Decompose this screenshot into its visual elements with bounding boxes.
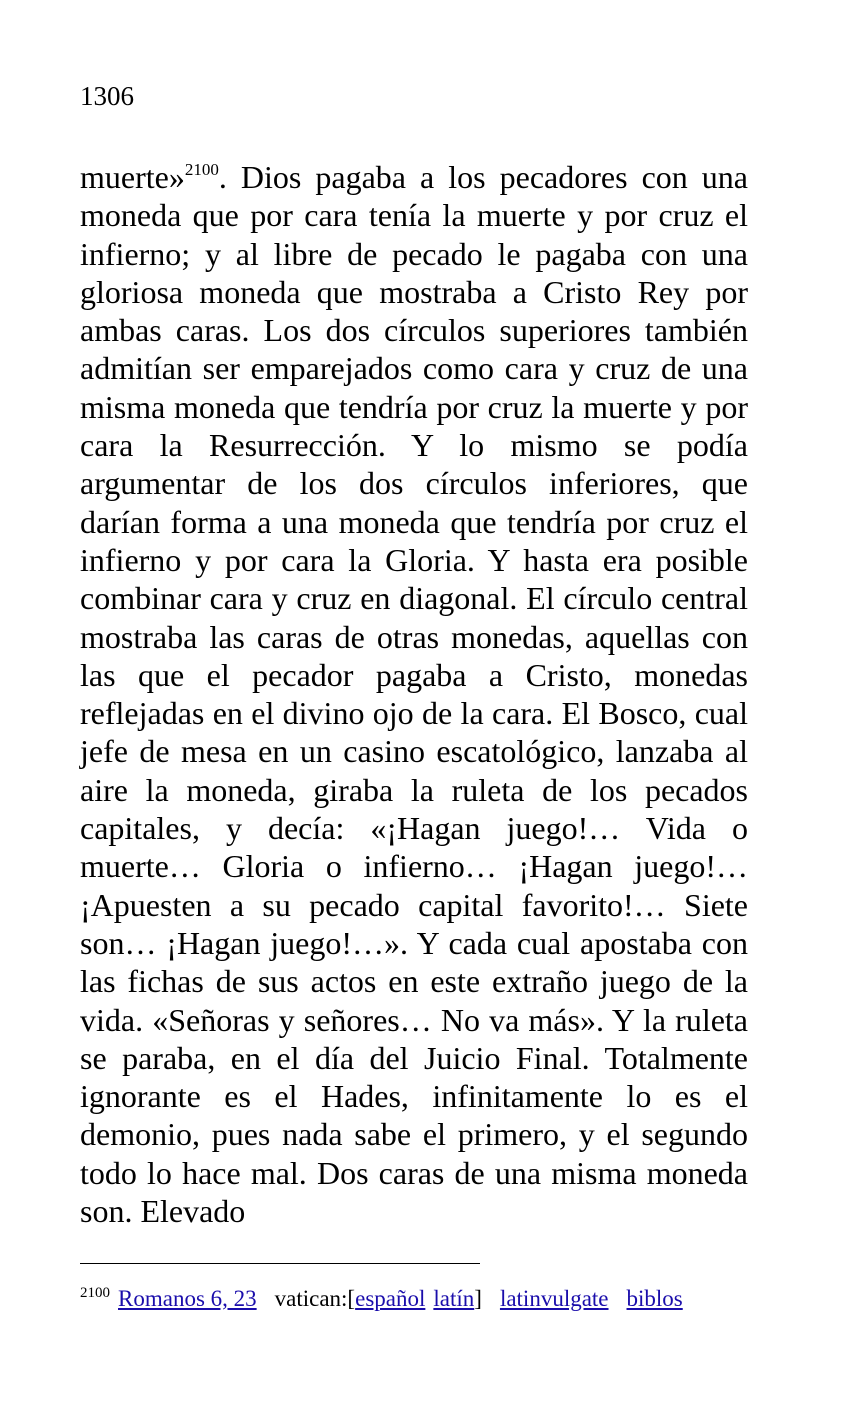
body-main-text: . Dios pagaba a los pecadores con una moneda que por cara tenía la muerte y por cruz el infierno; y al libre de pecado le pagaba con una gloriosa moneda que mostraba a Cristo Rey por ambas caras. Los dos círculos superiores también admitían ser emparejados como cara y cruz de una misma moneda que tendría por cruz la muerte y por cara la Resurrección. Y lo mismo se podía argumentar de los dos círculos inferiores, que darían forma a una moneda que tendría por cruz el infierno y por cara la Gloria. Y hasta era posible combinar cara y cruz en diagonal. El círculo central mostraba las caras de otras monedas, aquellas con las que el pecador pagaba a Cristo, monedas reflejadas en el divino ojo de la cara. El Bosco, cual jefe de mesa en un casino escatológico, lanzaba al aire la moneda, giraba la ruleta de los pecados capitales, y decía: «¡Hagan juego!… Vida o muerte… Gloria o infierno… ¡Hagan juego!… ¡Apuesten a su pecado capital favorito!… Siete son… ¡Hagan juego!…». Y cada cual apostaba con las fichas de sus actos en este extraño juego de la vida. «Señoras y señores… No va más». Y la ruleta se paraba, en el día del Juicio Final. Totalmente ignorante es el Hades, infinitamente lo es el demonio, pues nada sabe el primero, y el segundo todo lo hace mal. Dos caras de una misma moneda son. Elevado [80, 159, 748, 1230]
biblos-link[interactable]: biblos [626, 1286, 683, 1311]
close-bracket: ] [474, 1286, 482, 1311]
latin-link[interactable]: latín [433, 1286, 475, 1311]
vatican-label: vatican:[ [274, 1286, 356, 1311]
page-number: 1306 [80, 81, 134, 111]
body-lead-text: muerte» [80, 159, 185, 195]
body-paragraph [80, 158, 748, 1230]
espanol-link[interactable]: español [355, 1286, 426, 1311]
romanos-link[interactable]: Romanos 6, 23 [118, 1286, 257, 1311]
footnote [80, 1284, 683, 1314]
footnote-reference-marker: 2100 [184, 160, 219, 179]
footnote-number: 2100 [80, 1285, 110, 1301]
footnote-divider [80, 1263, 480, 1264]
latinvulgate-link[interactable]: latinvulgate [499, 1286, 609, 1311]
